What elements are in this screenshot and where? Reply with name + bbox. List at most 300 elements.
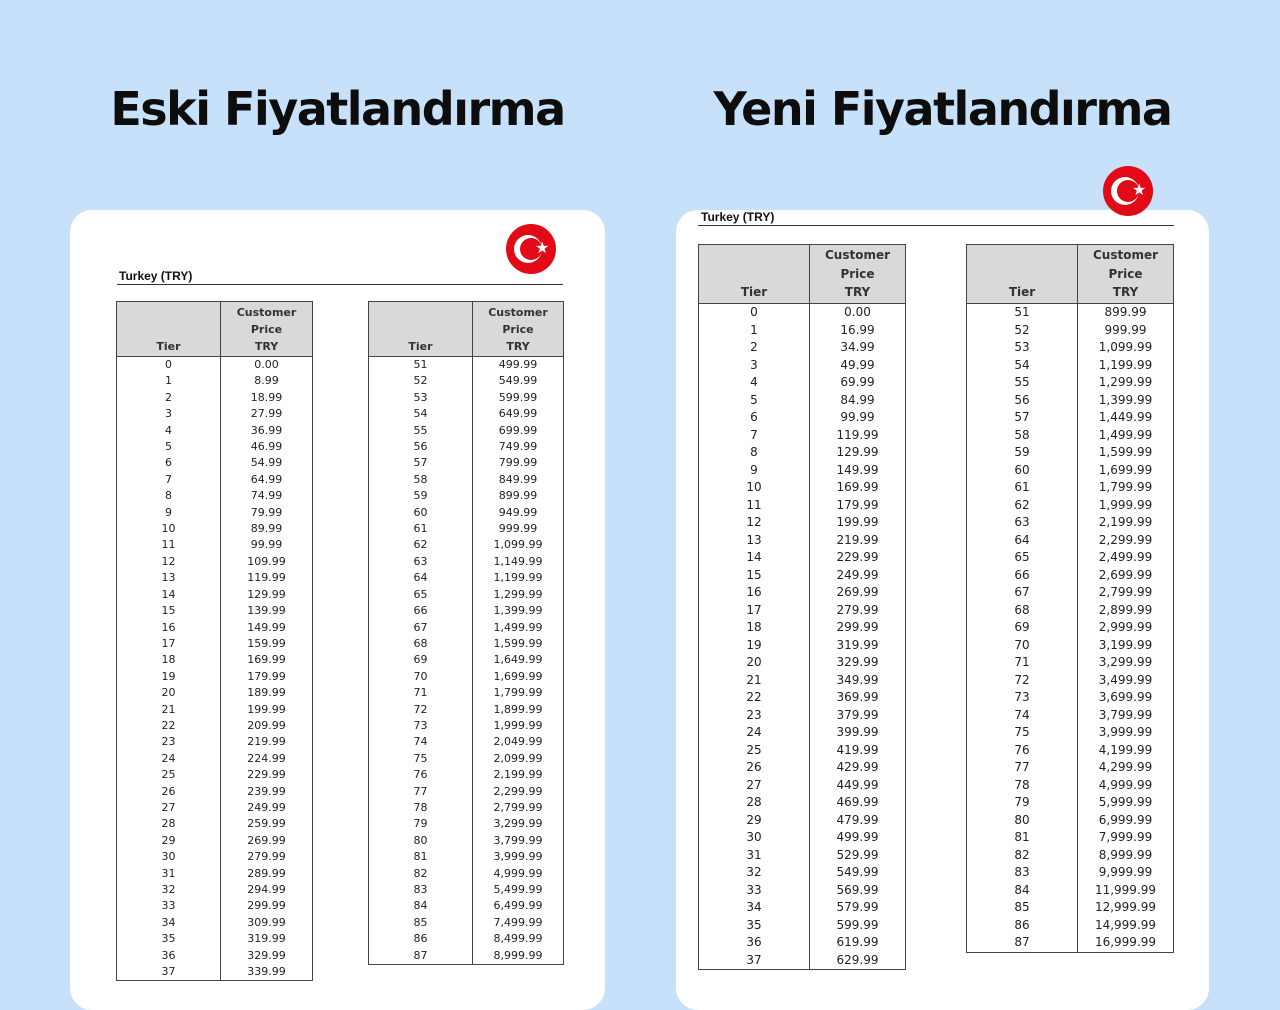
price-cell: 2,199.99 (1078, 514, 1174, 532)
price-cell: 2,299.99 (1078, 532, 1174, 550)
tier-cell: 70 (369, 669, 473, 685)
tier-cell: 33 (699, 882, 810, 900)
tier-cell: 29 (699, 812, 810, 830)
tier-cell: 55 (967, 374, 1078, 392)
price-cell: 199.99 (221, 702, 313, 718)
price-cell: 1,499.99 (1078, 427, 1174, 445)
tier-cell: 37 (117, 964, 221, 981)
price-cell: 469.99 (810, 794, 906, 812)
tier-cell: 7 (117, 472, 221, 488)
table-row (369, 734, 564, 750)
table-row (699, 637, 906, 655)
tier-cell: 27 (117, 800, 221, 816)
table-row (967, 812, 1174, 830)
tier-cell: 69 (967, 619, 1078, 637)
tier-cell: 16 (699, 584, 810, 602)
table-row (967, 864, 1174, 882)
table-row (967, 829, 1174, 847)
tier-cell: 10 (699, 479, 810, 497)
table-row (369, 390, 564, 406)
price-cell: 449.99 (810, 777, 906, 795)
tier-cell: 87 (369, 948, 473, 965)
price-cell: 129.99 (810, 444, 906, 462)
table-row (117, 866, 313, 882)
tier-cell: 51 (967, 304, 1078, 322)
tier-cell: 68 (967, 602, 1078, 620)
price-cell: 239.99 (221, 784, 313, 800)
price-cell: 3,499.99 (1078, 672, 1174, 690)
table-row (699, 462, 906, 480)
tier-cell: 19 (699, 637, 810, 655)
table-row (117, 751, 313, 767)
price-cell: 99.99 (810, 409, 906, 427)
table-row (369, 866, 564, 882)
divider (698, 225, 1174, 226)
tier-cell: 78 (967, 777, 1078, 795)
table-row (369, 521, 564, 537)
table-row (369, 702, 564, 718)
price-cell: 619.99 (810, 934, 906, 952)
price-cell: 1,299.99 (1078, 374, 1174, 392)
new-pricing-heading: Yeni Fiyatlandırma (713, 82, 1172, 136)
table-row (967, 724, 1174, 742)
tier-cell: 57 (967, 409, 1078, 427)
tier-cell: 82 (967, 847, 1078, 865)
tier-cell: 0 (699, 304, 810, 322)
table-row (369, 439, 564, 455)
tier-cell: 34 (699, 899, 810, 917)
tier-cell: 16 (117, 620, 221, 636)
price-cell: 399.99 (810, 724, 906, 742)
tier-cell: 57 (369, 455, 473, 471)
price-cell: 12,999.99 (1078, 899, 1174, 917)
tier-cell: 82 (369, 866, 473, 882)
tier-cell: 76 (369, 767, 473, 783)
old-pricing-heading: Eski Fiyatlandırma (110, 82, 565, 136)
tier-cell: 19 (117, 669, 221, 685)
tier-cell: 1 (699, 322, 810, 340)
price-cell: 1,999.99 (473, 718, 564, 734)
table-row (369, 718, 564, 734)
price-cell: 8.99 (221, 373, 313, 389)
price-cell: 49.99 (810, 357, 906, 375)
tier-header: Tier (699, 245, 810, 304)
table-row (369, 373, 564, 389)
tier-cell: 69 (369, 652, 473, 668)
table-row (117, 882, 313, 898)
price-cell: 6,999.99 (1078, 812, 1174, 830)
price-cell: 4,299.99 (1078, 759, 1174, 777)
table-row (117, 554, 313, 570)
table-row (117, 373, 313, 389)
table-row (117, 718, 313, 734)
table-row (699, 514, 906, 532)
table-row (699, 602, 906, 620)
table-row (967, 707, 1174, 725)
tier-cell: 36 (117, 948, 221, 964)
table-row (699, 357, 906, 375)
tier-cell: 86 (967, 917, 1078, 935)
price-cell: 99.99 (221, 537, 313, 553)
tier-cell: 71 (967, 654, 1078, 672)
tier-cell: 53 (369, 390, 473, 406)
tier-cell: 8 (699, 444, 810, 462)
price-cell: 18.99 (221, 390, 313, 406)
price-cell: 84.99 (810, 392, 906, 410)
table-row (369, 587, 564, 603)
price-cell: 224.99 (221, 751, 313, 767)
price-cell: 69.99 (810, 374, 906, 392)
table-row (117, 652, 313, 668)
tier-cell: 18 (699, 619, 810, 637)
price-cell: 2,499.99 (1078, 549, 1174, 567)
table-row (699, 724, 906, 742)
tier-cell: 20 (699, 654, 810, 672)
table-row (369, 652, 564, 668)
table-row (117, 702, 313, 718)
table-row (967, 672, 1174, 690)
tier-cell: 30 (699, 829, 810, 847)
tier-cell: 14 (699, 549, 810, 567)
price-cell: 749.99 (473, 439, 564, 455)
tier-cell: 31 (699, 847, 810, 865)
tier-cell: 26 (117, 784, 221, 800)
table-row (117, 406, 313, 422)
tier-cell: 9 (699, 462, 810, 480)
table-row (369, 505, 564, 521)
price-cell: 8,999.99 (473, 948, 564, 965)
table-row (699, 777, 906, 795)
tier-cell: 64 (967, 532, 1078, 550)
table-row (967, 304, 1174, 322)
tier-cell: 52 (967, 322, 1078, 340)
tier-cell: 4 (699, 374, 810, 392)
table-row (117, 505, 313, 521)
table-row (117, 816, 313, 832)
table-row (699, 584, 906, 602)
price-header: Customer Price TRY (810, 245, 906, 304)
price-cell: 1,099.99 (1078, 339, 1174, 357)
price-cell: 2,199.99 (473, 767, 564, 783)
table-row (699, 672, 906, 690)
tier-cell: 80 (967, 812, 1078, 830)
price-cell: 269.99 (810, 584, 906, 602)
table-row (967, 794, 1174, 812)
price-cell: 319.99 (810, 637, 906, 655)
price-cell: 899.99 (1078, 304, 1174, 322)
turkey-flag-icon: ★ (506, 224, 556, 274)
table-row (369, 833, 564, 849)
tier-cell: 27 (699, 777, 810, 795)
tier-cell: 25 (699, 742, 810, 760)
table-row (967, 619, 1174, 637)
price-cell: 249.99 (810, 567, 906, 585)
table-row (967, 357, 1174, 375)
price-table (966, 244, 1174, 953)
price-cell: 3,999.99 (1078, 724, 1174, 742)
table-row (117, 636, 313, 652)
tier-cell: 22 (699, 689, 810, 707)
table-row (369, 636, 564, 652)
table-row (117, 800, 313, 816)
price-cell: 109.99 (221, 554, 313, 570)
tier-cell: 26 (699, 759, 810, 777)
new-pricing-card (676, 180, 1209, 1010)
table-row (967, 322, 1174, 340)
price-cell: 1,399.99 (1078, 392, 1174, 410)
table-row (699, 619, 906, 637)
tier-cell: 61 (967, 479, 1078, 497)
turkey-flag-icon: ★ (1103, 166, 1153, 216)
tier-cell: 11 (117, 537, 221, 553)
table-row (967, 339, 1174, 357)
price-cell: 1,399.99 (473, 603, 564, 619)
table-row (699, 952, 906, 970)
price-cell: 529.99 (810, 847, 906, 865)
price-cell: 499.99 (473, 357, 564, 374)
tier-cell: 25 (117, 767, 221, 783)
tier-cell: 37 (699, 952, 810, 970)
price-cell: 3,299.99 (473, 816, 564, 832)
tier-cell: 54 (369, 406, 473, 422)
price-header: Customer Price TRY (221, 302, 313, 357)
table-row (967, 689, 1174, 707)
price-cell: 269.99 (221, 833, 313, 849)
tier-cell: 2 (699, 339, 810, 357)
tier-cell: 60 (967, 462, 1078, 480)
price-cell: 1,299.99 (473, 587, 564, 603)
tier-cell: 59 (369, 488, 473, 504)
table-row (967, 549, 1174, 567)
price-cell: 999.99 (1078, 322, 1174, 340)
price-table (698, 244, 906, 970)
tier-cell: 55 (369, 423, 473, 439)
tier-cell: 12 (117, 554, 221, 570)
price-cell: 949.99 (473, 505, 564, 521)
tier-cell: 24 (117, 751, 221, 767)
table-row (117, 948, 313, 964)
price-cell: 289.99 (221, 866, 313, 882)
price-cell: 2,799.99 (1078, 584, 1174, 602)
table-row (117, 390, 313, 406)
table-row (967, 584, 1174, 602)
tier-cell: 22 (117, 718, 221, 734)
tier-cell: 80 (369, 833, 473, 849)
table-row (117, 472, 313, 488)
table-row (369, 488, 564, 504)
price-cell: 169.99 (221, 652, 313, 668)
table-row (369, 685, 564, 701)
tier-cell: 10 (117, 521, 221, 537)
price-cell: 2,099.99 (473, 751, 564, 767)
table-row (369, 751, 564, 767)
tier-cell: 29 (117, 833, 221, 849)
tier-cell: 58 (369, 472, 473, 488)
table-row (117, 685, 313, 701)
region-label: Turkey (TRY) (119, 269, 193, 283)
price-cell: 7,499.99 (473, 915, 564, 931)
price-cell: 6,499.99 (473, 898, 564, 914)
table-row (699, 759, 906, 777)
table-row (117, 849, 313, 865)
price-cell: 599.99 (810, 917, 906, 935)
price-cell: 54.99 (221, 455, 313, 471)
price-cell: 0.00 (221, 357, 313, 374)
price-cell: 4,199.99 (1078, 742, 1174, 760)
tier-cell: 20 (117, 685, 221, 701)
table-row (117, 915, 313, 931)
tier-cell: 5 (117, 439, 221, 455)
tier-cell: 83 (369, 882, 473, 898)
price-cell: 79.99 (221, 505, 313, 521)
tier-cell: 15 (699, 567, 810, 585)
price-cell: 3,199.99 (1078, 637, 1174, 655)
table-row (117, 898, 313, 914)
tier-cell: 14 (117, 587, 221, 603)
price-cell: 5,499.99 (473, 882, 564, 898)
price-table (368, 301, 564, 965)
price-cell: 64.99 (221, 472, 313, 488)
table-row (699, 567, 906, 585)
table-row (967, 427, 1174, 445)
table-row (369, 406, 564, 422)
tier-cell: 84 (369, 898, 473, 914)
tier-cell: 66 (967, 567, 1078, 585)
price-cell: 349.99 (810, 672, 906, 690)
price-cell: 2,299.99 (473, 784, 564, 800)
table-row (369, 570, 564, 586)
price-cell: 8,499.99 (473, 931, 564, 947)
table-row (699, 899, 906, 917)
table-row (369, 784, 564, 800)
table-row (117, 734, 313, 750)
tier-header: Tier (117, 302, 221, 357)
table-row (699, 742, 906, 760)
table-row (967, 462, 1174, 480)
price-cell: 799.99 (473, 455, 564, 471)
tier-cell: 6 (699, 409, 810, 427)
table-row (967, 374, 1174, 392)
table-row (699, 304, 906, 322)
table-row (967, 567, 1174, 585)
tier-cell: 71 (369, 685, 473, 701)
table-row (699, 339, 906, 357)
price-cell: 27.99 (221, 406, 313, 422)
price-cell: 8,999.99 (1078, 847, 1174, 865)
tier-cell: 87 (967, 934, 1078, 952)
price-cell: 9,999.99 (1078, 864, 1174, 882)
tier-cell: 11 (699, 497, 810, 515)
tier-cell: 13 (699, 532, 810, 550)
table-row (369, 800, 564, 816)
table-row (699, 479, 906, 497)
tier-cell: 83 (967, 864, 1078, 882)
tier-cell: 6 (117, 455, 221, 471)
price-cell: 0.00 (810, 304, 906, 322)
tier-cell: 79 (967, 794, 1078, 812)
table-row (369, 767, 564, 783)
tier-cell: 67 (967, 584, 1078, 602)
price-cell: 579.99 (810, 899, 906, 917)
table-row (967, 759, 1174, 777)
price-cell: 999.99 (473, 521, 564, 537)
price-cell: 4,999.99 (473, 866, 564, 882)
table-row (117, 767, 313, 783)
tier-cell: 78 (369, 800, 473, 816)
table-row (369, 455, 564, 471)
tier-cell: 72 (967, 672, 1078, 690)
price-cell: 229.99 (810, 549, 906, 567)
price-cell: 549.99 (810, 864, 906, 882)
table-row (967, 444, 1174, 462)
tier-cell: 7 (699, 427, 810, 445)
tier-cell: 79 (369, 816, 473, 832)
tier-cell: 15 (117, 603, 221, 619)
price-cell: 46.99 (221, 439, 313, 455)
price-cell: 229.99 (221, 767, 313, 783)
price-cell: 129.99 (221, 587, 313, 603)
price-cell: 294.99 (221, 882, 313, 898)
tier-cell: 24 (699, 724, 810, 742)
price-cell: 3,999.99 (473, 849, 564, 865)
tier-cell: 32 (117, 882, 221, 898)
tier-cell: 76 (967, 742, 1078, 760)
tier-cell: 23 (117, 734, 221, 750)
price-cell: 599.99 (473, 390, 564, 406)
tier-cell: 74 (369, 734, 473, 750)
tier-cell: 67 (369, 620, 473, 636)
table-row (117, 669, 313, 685)
tier-cell: 75 (967, 724, 1078, 742)
price-cell: 1,199.99 (1078, 357, 1174, 375)
tier-cell: 13 (117, 570, 221, 586)
tier-cell: 17 (699, 602, 810, 620)
table-row (699, 864, 906, 882)
table-row (967, 602, 1174, 620)
tier-cell: 1 (117, 373, 221, 389)
price-cell: 649.99 (473, 406, 564, 422)
price-table (116, 301, 313, 981)
table-row (369, 472, 564, 488)
price-cell: 849.99 (473, 472, 564, 488)
price-cell: 2,049.99 (473, 734, 564, 750)
price-cell: 219.99 (810, 532, 906, 550)
price-cell: 159.99 (221, 636, 313, 652)
price-cell: 36.99 (221, 423, 313, 439)
table-row (699, 812, 906, 830)
tier-cell: 21 (699, 672, 810, 690)
price-cell: 179.99 (221, 669, 313, 685)
price-cell: 4,999.99 (1078, 777, 1174, 795)
table-row (117, 455, 313, 471)
price-cell: 1,599.99 (473, 636, 564, 652)
table-row (699, 829, 906, 847)
tier-cell: 18 (117, 652, 221, 668)
tier-cell: 56 (369, 439, 473, 455)
table-row (967, 392, 1174, 410)
table-row (369, 849, 564, 865)
price-cell: 299.99 (221, 898, 313, 914)
tier-cell: 32 (699, 864, 810, 882)
price-cell: 5,999.99 (1078, 794, 1174, 812)
table-row (967, 514, 1174, 532)
tier-cell: 63 (369, 554, 473, 570)
tier-cell: 77 (967, 759, 1078, 777)
tier-cell: 35 (117, 931, 221, 947)
price-cell: 419.99 (810, 742, 906, 760)
price-cell: 629.99 (810, 952, 906, 970)
price-cell: 89.99 (221, 521, 313, 537)
